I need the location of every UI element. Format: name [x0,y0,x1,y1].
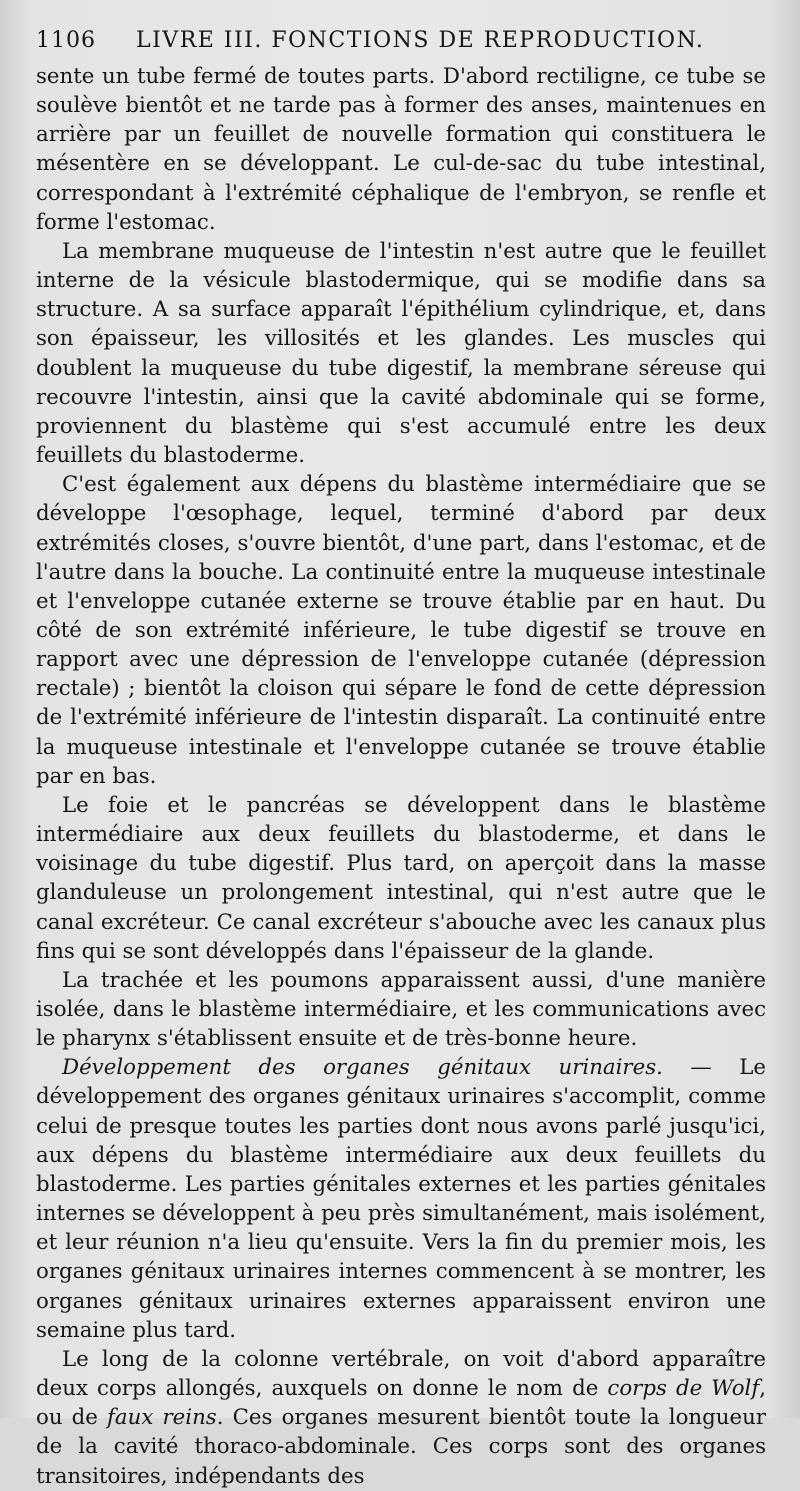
paragraph: Le foie et le pancréas se développent dans le blastème intermédiaire aux deux feuillets du blastoderme, et dans le voisinage du tube digestif. Plus tard, on aperçoit dans la masse glanduleuse un prolongement intestinal, qui n'est autre que le canal excréteur. Ce canal excréteur s'abouche avec les canaux plus fins qui se sont développés dans l'épaisseur de la glande. [36,792,766,964]
section-paragraph [36,1053,766,1345]
page-number: 1106 [36,28,96,53]
paragraph: sente un tube fermé de toutes parts. D'abord rectiligne, ce tube se soulève bientôt et ne tarde pas à former des anses, maintenues en arrière par un feuillet de nouvelle formation qui constituera le mésentère en se développant. Le cul-de-sac du tube intestinal, correspondant à l'extrémité céphalique de l'embryon, se renfle et forme l'estomac. [36,64,766,235]
text-run: . Ces organes mesurent bientôt toute la longueur de la cavité thoraco-abdominale. Ces corps sont des organes transitoires, indépendants des [36,1405,766,1489]
running-head [36,28,766,62]
term-faux-reins: faux reins [107,1405,217,1431]
running-head-title: LIVRE III. FONCTIONS DE REPRODUCTION. [136,28,705,53]
section-text: — Le développement des organes génitaux urinaires s'accomplit, comme celui de presque toutes les parties dont nous avons parlé jusqu'ici, aux dépens du blastème intermédiaire aux deux feuillets du blastoderme. Les parties génitales externes et les parties génitales internes se développent à peu près simultanément, mais isolément, et leur réunion n'a lieu qu'ensuite. Vers la fin du premier mois, les organes génitaux urinaires internes commencent à se montrer, les organes génitaux urinaires externes apparaissent environ une semaine plus tard. [36,1055,766,1343]
paragraph: La trachée et les poumons apparaissent aussi, d'une manière isolée, dans le blastème intermédiaire, et les communications avec le pharynx s'établissent ensuite et de très-bonne heure. [36,967,766,1052]
section-heading: Développement des organes génitaux urinaires. [62,1055,663,1081]
text-run: , ou de [36,1376,766,1431]
paragraph: La membrane muqueuse de l'intestin n'est autre que le feuillet interne de la vésicule blastodermique, qui se modifie dans sa structure. A sa surface apparaît l'épithélium cylindrique, et, dans son épaisseur, les villosités et les glandes. Les muscles qui doublent la muqueuse du tube digestif, la membrane séreuse qui recouvre l'intestin, ainsi que la cavité abdominale qui se forme, proviennent du blastème qui s'est accumulé entre les deux feuillets du blastoderme. [36,238,766,469]
text-run: Le long de la colonne vertébrale, on voit d'abord apparaître deux corps allongés, auxquels on donne le nom de [36,1346,766,1402]
body-text [36,62,766,1491]
term-corps-de-wolf: corps de Wolf [607,1376,760,1402]
paragraph: C'est également aux dépens du blastème intermédiaire que se développe l'œsophage, lequel, terminé d'abord par deux extrémités closes, s'ouvre bientôt, d'une part, dans l'estomac, et de l'autre dans la bouche. La continuité entre la muqueuse intestinale et l'enveloppe cutanée externe se trouve établie par en haut. Du côté de son extrémité inférieure, le tube digestif se trouve en rapport avec une dépression de l'enveloppe cutanée (dépression rectale) ; bientôt la cloison qui sépare le fond de cette dépression de l'extrémité inférieure de l'intestin disparaît. La continuité entre la muqueuse intestinale et l'enveloppe cutanée se trouve établie par en bas. [36,472,766,789]
